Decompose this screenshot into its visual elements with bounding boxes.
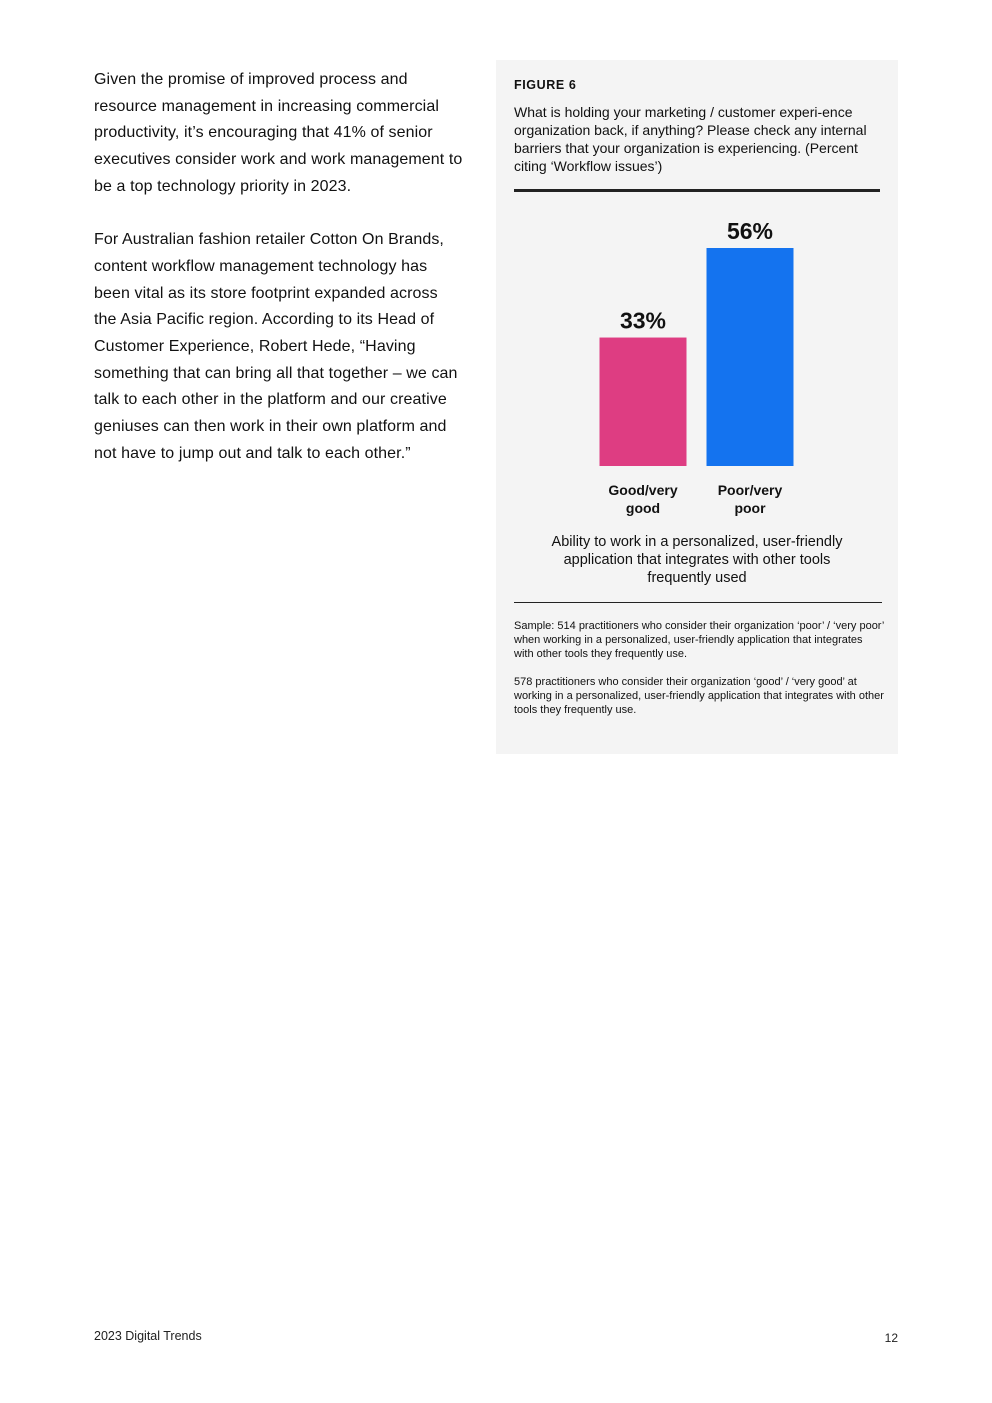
bar-chart xyxy=(496,200,898,590)
body-paragraph-1: Given the promise of improved process and resource management in increasing commercial productivity, it’s encouraging that 41% of senior executives consider work and work management to be a top technology priority in 2023. xyxy=(94,71,463,195)
value-label-2: 56% xyxy=(726,218,774,244)
body-paragraph-2: For Australian fashion retailer Cotton On Brands, content workflow management technology has been vital as its store footprint expanded across the Asia Pacific region. According to its Head of Customer Experience, Robert Hede, “Having something that can bring all that together – we can talk to each other in the platform and our creative geniuses can then work in their own platform and not have to jump out and talk to each other.” xyxy=(94,231,458,462)
footer-title: 2023 Digital Trends xyxy=(94,1329,202,1343)
sample-divider xyxy=(514,602,882,603)
category-label-2: Poor/very poor xyxy=(717,482,783,516)
figure-panel xyxy=(496,60,898,754)
body-text xyxy=(94,67,464,494)
figure-question: What is holding your marketing / customer experi-ence organization back, if anything? Please check any internal barriers that your organization is experiencing. (Percent citing ‘Workflow issues’) xyxy=(514,104,867,174)
sample-note-2: 578 practitioners who consider their organization ‘good’ / ‘very good’ at working in a personalized, user-friendly application that integrates with other tools they frequently use. xyxy=(514,676,884,716)
sample-notes xyxy=(514,619,884,731)
bars-layer xyxy=(600,248,794,466)
bar-2 xyxy=(707,248,794,466)
figure-label: FIGURE 6 xyxy=(514,78,577,92)
figure-divider xyxy=(514,189,880,192)
category-label-1: Good/very good xyxy=(608,482,678,516)
x-axis-caption: Ability to work in a personalized, user-friendly application that integrates with other tools frequently used xyxy=(551,534,843,586)
page-number: 12 xyxy=(884,1331,898,1345)
sample-note-1: Sample: 514 practitioners who consider their organization ‘poor’ / ‘very poor’ when working in a personalized, user-friendly application that integrates with other tools they frequently use. xyxy=(514,620,884,660)
bar-1 xyxy=(600,338,687,466)
value-label-1: 33% xyxy=(619,307,667,334)
